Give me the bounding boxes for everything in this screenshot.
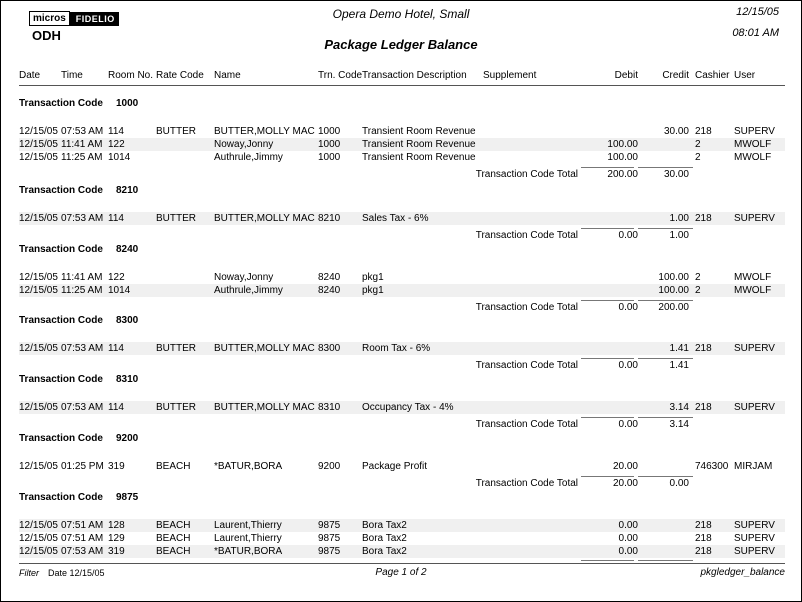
total-label: Transaction Code Total <box>475 302 578 313</box>
transaction-code-value: 1000 <box>116 98 139 109</box>
cell-time: 11:25 AM <box>61 285 103 296</box>
table-row <box>1 545 801 558</box>
total-rule-debit <box>581 560 634 561</box>
cell-cashier: 2 <box>695 139 701 150</box>
cell-cashier: 2 <box>695 272 701 283</box>
cell-trn: 8240 <box>318 272 341 283</box>
cell-room: 1014 <box>108 152 131 163</box>
cell-trn: 8240 <box>318 285 341 296</box>
report-title: Package Ledger Balance <box>324 37 478 52</box>
cell-room: 319 <box>108 461 125 472</box>
cell-desc: Bora Tax2 <box>362 546 407 557</box>
cell-desc: Transient Room Revenue <box>362 126 476 137</box>
cell-room: 114 <box>108 343 124 354</box>
cell-time: 07:51 AM <box>61 520 104 531</box>
cell-name: Authrule,Jimmy <box>214 285 283 296</box>
transaction-code-heading <box>1 243 801 256</box>
cell-time: 01:25 PM <box>61 461 104 472</box>
table-row <box>1 519 801 532</box>
cell-cashier: 746300 <box>695 461 729 472</box>
report-time: 08:01 AM <box>732 27 779 39</box>
cell-date: 12/15/05 <box>19 533 58 544</box>
cell-user: SUPERV <box>734 533 775 544</box>
transaction-code-heading <box>1 491 801 504</box>
cell-name: BUTTER,MOLLY MAC <box>214 213 315 224</box>
cell-user: SUPERV <box>734 126 775 137</box>
cell-user: SUPERV <box>734 343 775 354</box>
cell-user: MWOLF <box>734 285 772 296</box>
cell-desc: Bora Tax2 <box>362 520 407 531</box>
col-header-user: User <box>734 70 756 81</box>
cell-room: 1014 <box>108 285 131 296</box>
total-debit: 0.00 <box>618 230 638 241</box>
total-debit: 0.00 <box>618 302 638 313</box>
cell-rate: BEACH <box>156 533 191 544</box>
cell-desc: Transient Room Revenue <box>362 139 476 150</box>
cell-date: 12/15/05 <box>19 272 58 283</box>
cell-room: 128 <box>108 520 125 531</box>
cell-rate: BUTTER <box>156 213 196 224</box>
cell-date: 12/15/05 <box>19 546 58 557</box>
cell-cashier: 2 <box>695 152 701 163</box>
total-row <box>1 168 801 181</box>
cell-date: 12/15/05 <box>19 520 58 531</box>
micros-logo-text: micros <box>29 11 70 26</box>
transaction-code-value: 9875 <box>116 492 139 503</box>
cell-cashier: 218 <box>695 546 712 557</box>
cell-cashier: 218 <box>695 213 712 224</box>
transaction-code-label: Transaction Code <box>19 374 103 385</box>
cell-name: BUTTER,MOLLY MAC <box>214 126 315 137</box>
cell-cashier: 218 <box>695 343 712 354</box>
cell-trn: 9875 <box>318 533 341 544</box>
cell-date: 12/15/05 <box>19 152 58 163</box>
cell-debit: 0.00 <box>618 520 638 531</box>
total-row <box>1 229 801 242</box>
cell-room: 114 <box>108 402 124 413</box>
footer-rule <box>19 563 785 564</box>
cell-room: 114 <box>108 213 124 224</box>
table-row <box>1 271 801 284</box>
cell-trn: 9875 <box>318 520 341 531</box>
cell-time: 07:53 AM <box>61 402 104 413</box>
cell-user: SUPERV <box>734 520 775 531</box>
cell-cashier: 2 <box>695 285 701 296</box>
table-row <box>1 401 801 414</box>
cell-date: 12/15/05 <box>19 402 58 413</box>
total-credit: 0.00 <box>669 478 689 489</box>
col-header-cashier: Cashier <box>695 70 730 81</box>
transaction-code-heading <box>1 314 801 327</box>
cell-time: 07:51 AM <box>61 533 104 544</box>
col-header-trn-code: Trn. Code <box>318 70 363 81</box>
cell-date: 12/15/05 <box>19 213 58 224</box>
col-header-date: Date <box>19 70 41 81</box>
transaction-code-value: 8300 <box>116 315 139 326</box>
total-row <box>1 477 801 490</box>
cell-name: BUTTER,MOLLY MAC <box>214 343 315 354</box>
cell-debit: 100.00 <box>607 139 638 150</box>
cell-credit: 100.00 <box>658 285 689 296</box>
col-header-supplement: Supplement <box>483 70 537 81</box>
cell-debit: 0.00 <box>618 533 638 544</box>
cell-room: 319 <box>108 546 125 557</box>
cell-name: Noway,Jonny <box>214 139 274 150</box>
cell-trn: 8310 <box>318 402 341 413</box>
cell-debit: 0.00 <box>618 546 638 557</box>
total-row <box>1 359 801 372</box>
cell-trn: 1000 <box>318 152 341 163</box>
transaction-code-label: Transaction Code <box>19 98 103 109</box>
col-header-credit: Credit <box>662 70 689 81</box>
cell-name: Laurent,Thierry <box>214 520 282 531</box>
hotel-name: Opera Demo Hotel, Small <box>332 7 470 21</box>
cell-time: 11:41 AM <box>61 139 103 150</box>
cell-time: 07:53 AM <box>61 546 104 557</box>
col-header-time: Time <box>61 70 83 81</box>
transaction-code-label: Transaction Code <box>19 492 103 503</box>
cell-user: SUPERV <box>734 213 775 224</box>
footer-page-number: Page 1 of 2 <box>375 567 427 578</box>
cell-desc: Transient Room Revenue <box>362 152 476 163</box>
cell-rate: BEACH <box>156 461 191 472</box>
table-row <box>1 460 801 473</box>
cell-user: MWOLF <box>734 152 772 163</box>
cell-name: Authrule,Jimmy <box>214 152 283 163</box>
table-row <box>1 125 801 138</box>
report-body <box>1 1 801 601</box>
total-debit: 0.00 <box>618 419 638 430</box>
transaction-code-heading <box>1 432 801 445</box>
cell-name: Laurent,Thierry <box>214 533 282 544</box>
cell-room: 129 <box>108 533 125 544</box>
cell-trn: 8210 <box>318 213 341 224</box>
fidelio-logo-text: FIDELIO <box>70 12 119 26</box>
cell-desc: pkg1 <box>362 285 384 296</box>
cell-debit: 100.00 <box>607 152 638 163</box>
cell-trn: 8300 <box>318 343 341 354</box>
cell-date: 12/15/05 <box>19 139 58 150</box>
cell-user: MWOLF <box>734 272 772 283</box>
total-debit: 200.00 <box>607 169 638 180</box>
cell-desc: Occupancy Tax - 4% <box>362 402 454 413</box>
total-credit: 30.00 <box>663 169 689 180</box>
cell-user: SUPERV <box>734 546 775 557</box>
cell-name: BUTTER,MOLLY MAC <box>214 402 315 413</box>
cell-desc: Package Profit <box>362 461 428 472</box>
transaction-code-label: Transaction Code <box>19 433 103 444</box>
total-credit: 3.14 <box>669 419 689 430</box>
cell-credit: 1.41 <box>669 343 689 354</box>
transaction-code-heading <box>1 97 801 110</box>
total-credit: 1.41 <box>669 360 689 371</box>
cell-name: Noway,Jonny <box>214 272 274 283</box>
cell-time: 07:53 AM <box>61 213 104 224</box>
total-label: Transaction Code Total <box>475 169 578 180</box>
footer-report-id: pkgledger_balance <box>700 567 785 578</box>
cell-desc: Bora Tax2 <box>362 533 407 544</box>
total-credit: 1.00 <box>669 230 689 241</box>
total-credit: 200.00 <box>658 302 689 313</box>
cell-trn: 9875 <box>318 546 341 557</box>
cell-time: 07:53 AM <box>61 126 104 137</box>
cell-cashier: 218 <box>695 402 712 413</box>
total-debit: 20.00 <box>612 478 638 489</box>
cell-trn: 1000 <box>318 126 341 137</box>
cell-cashier: 218 <box>695 520 712 531</box>
cell-cashier: 218 <box>695 533 712 544</box>
total-row <box>1 301 801 314</box>
transaction-code-value: 8240 <box>116 244 139 255</box>
cell-time: 11:25 AM <box>61 152 103 163</box>
cell-date: 12/15/05 <box>19 126 58 137</box>
cell-room: 122 <box>108 272 125 283</box>
transaction-code-heading <box>1 184 801 197</box>
footer-filter-label: Filter <box>19 568 39 578</box>
cell-rate: BEACH <box>156 546 191 557</box>
cell-room: 122 <box>108 139 125 150</box>
transaction-code-value: 8310 <box>116 374 139 385</box>
col-header-description: Transaction Description <box>362 70 467 81</box>
property-code: ODH <box>32 28 61 43</box>
cell-credit: 3.14 <box>669 402 689 413</box>
cell-room: 114 <box>108 126 124 137</box>
col-header-name: Name <box>214 70 241 81</box>
cell-credit: 30.00 <box>663 126 689 137</box>
cell-time: 07:53 AM <box>61 343 104 354</box>
total-debit: 0.00 <box>618 360 638 371</box>
cell-user: MIRJAM <box>734 461 773 472</box>
col-header-rate-code: Rate Code <box>156 70 204 81</box>
transaction-code-value: 9200 <box>116 433 139 444</box>
cell-credit: 1.00 <box>669 213 689 224</box>
table-row <box>1 212 801 225</box>
cell-rate: BUTTER <box>156 402 196 413</box>
cell-rate: BUTTER <box>156 126 196 137</box>
footer-date: Date 12/15/05 <box>48 568 105 578</box>
table-row <box>1 532 801 545</box>
total-label: Transaction Code Total <box>475 419 578 430</box>
cell-date: 12/15/05 <box>19 343 58 354</box>
col-header-room-no: Room No. <box>108 70 154 81</box>
total-row <box>1 418 801 431</box>
cell-credit: 100.00 <box>658 272 689 283</box>
cell-date: 12/15/05 <box>19 461 58 472</box>
cell-time: 11:41 AM <box>61 272 103 283</box>
cell-cashier: 218 <box>695 126 712 137</box>
col-header-debit: Debit <box>614 70 638 81</box>
transaction-code-heading <box>1 373 801 386</box>
cell-trn: 1000 <box>318 139 341 150</box>
cell-rate: BEACH <box>156 520 191 531</box>
transaction-code-label: Transaction Code <box>19 244 103 255</box>
report-date: 12/15/05 <box>736 6 779 18</box>
cell-debit: 20.00 <box>612 461 638 472</box>
table-row <box>1 151 801 164</box>
table-row <box>1 138 801 151</box>
cell-user: SUPERV <box>734 402 775 413</box>
table-row <box>1 342 801 355</box>
cell-desc: Room Tax - 6% <box>362 343 431 354</box>
cell-trn: 9200 <box>318 461 341 472</box>
cell-name: *BATUR,BORA <box>214 546 283 557</box>
cell-desc: pkg1 <box>362 272 384 283</box>
total-label: Transaction Code Total <box>475 230 578 241</box>
transaction-code-value: 8210 <box>116 185 139 196</box>
table-row <box>1 284 801 297</box>
total-label: Transaction Code Total <box>475 360 578 371</box>
transaction-code-label: Transaction Code <box>19 185 103 196</box>
cell-desc: Sales Tax - 6% <box>362 213 429 224</box>
cell-date: 12/15/05 <box>19 285 58 296</box>
transaction-code-label: Transaction Code <box>19 315 103 326</box>
cell-rate: BUTTER <box>156 343 196 354</box>
cell-user: MWOLF <box>734 139 772 150</box>
total-rule-credit <box>638 560 693 561</box>
total-label: Transaction Code Total <box>475 478 578 489</box>
cell-name: *BATUR,BORA <box>214 461 283 472</box>
